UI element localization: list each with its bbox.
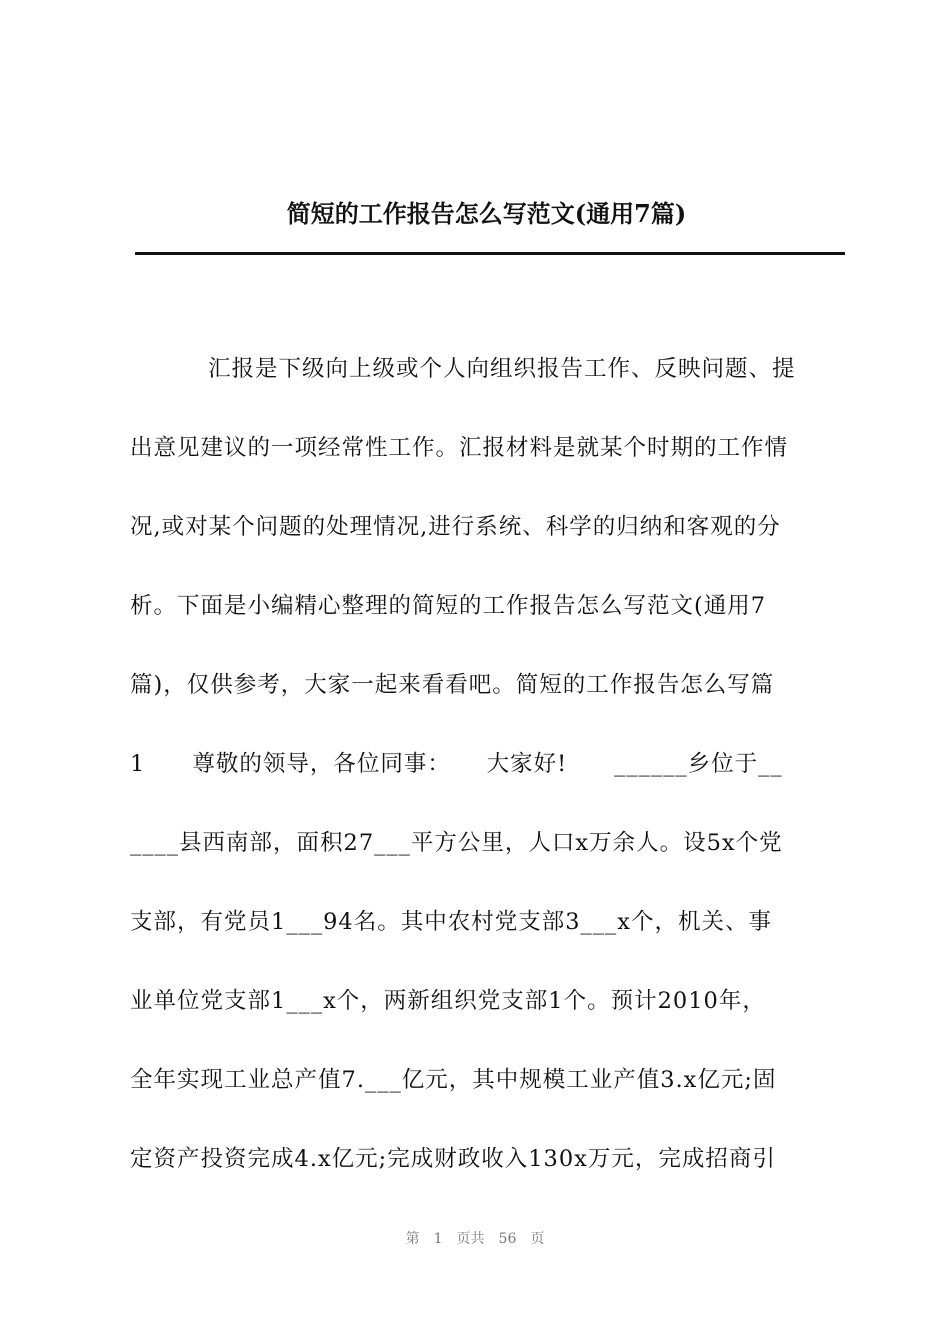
paragraph-line: 析。下面是小编精心整理的简短的工作报告怎么写范文(通用7 (130, 593, 767, 619)
paragraph-line: ____县西南部，面积27___平方公里，人口x万余人。设5x个党 (130, 830, 783, 856)
paragraph-line: 业单位党支部1___x个，两新组织党支部1个。预计2010年， (130, 988, 766, 1014)
page-number-footer: 第 1 页共 56 页 (405, 1231, 545, 1247)
paragraph-line: 定资产投资完成4.x亿元;完成财政收入130x万元，完成招商引 (130, 1146, 776, 1172)
paragraph-line: 支部，有党员1___94名。其中农村党支部3___x个，机关、事 (130, 909, 772, 935)
paragraph-line: 况,或对某个问题的处理情况,进行系统、科学的归纳和客观的分 (130, 514, 781, 540)
paragraph-line: 篇)，仅供参考，大家一起来看看吧。简短的工作报告怎么写篇 (130, 672, 775, 698)
paragraph-line: 汇报是下级向上级或个人向组织报告工作、反映问题、提 (208, 356, 796, 382)
paragraph-line: 1 尊敬的领导，各位同事： 大家好! ______乡位于__ (130, 751, 783, 777)
title-underline (135, 252, 845, 255)
document-title: 简短的工作报告怎么写范文(通用7篇) (286, 199, 687, 228)
paragraph-line: 全年实现工业总产值7.___亿元，其中规模工业产值3.x亿元;固 (130, 1067, 777, 1093)
document-body (130, 340, 843, 1209)
paragraph-line: 出意见建议的一项经常性工作。汇报材料是就某个时期的工作情 (130, 435, 789, 461)
